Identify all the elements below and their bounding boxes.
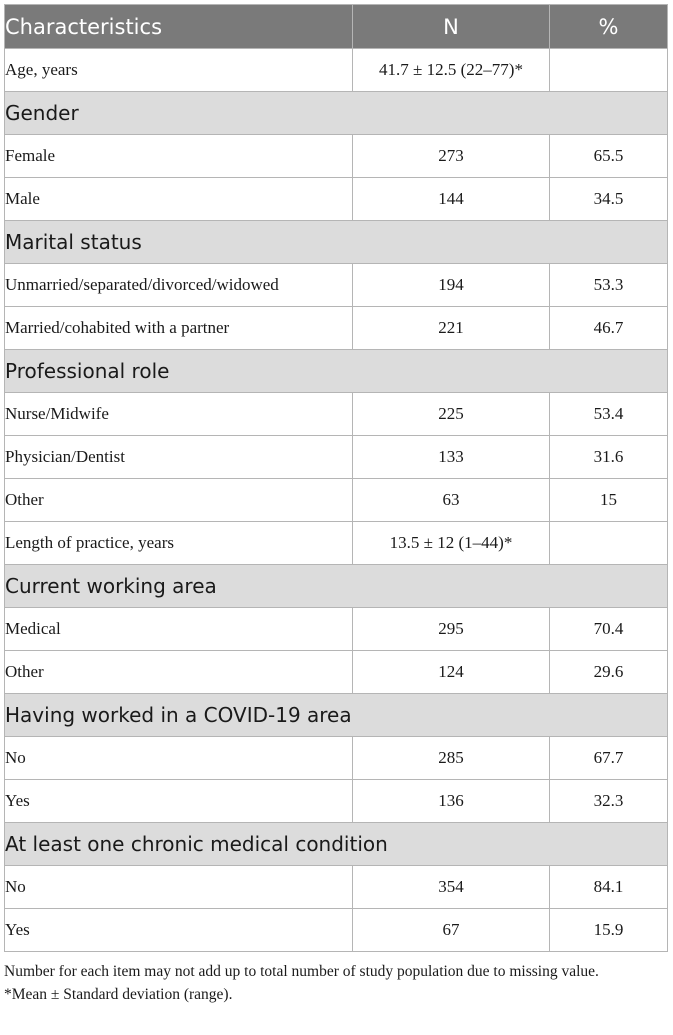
row-percent-value: 46.7 (550, 307, 668, 350)
table-row (5, 909, 668, 952)
table-row (5, 479, 668, 522)
row-percent-value: 15 (550, 479, 668, 522)
row-percent-value: 65.5 (550, 135, 668, 178)
row-label: Married/cohabited with a partner (5, 307, 353, 350)
table-body (5, 49, 668, 952)
row-percent-value: 32.3 (550, 780, 668, 823)
row-percent-value: 53.4 (550, 393, 668, 436)
row-label: Female (5, 135, 353, 178)
row-label: No (5, 866, 353, 909)
row-n-value: 194 (353, 264, 550, 307)
header-characteristics: Characteristics (5, 5, 353, 49)
row-label: Other (5, 479, 353, 522)
row-percent-value: 70.4 (550, 608, 668, 651)
row-n-value: 225 (353, 393, 550, 436)
section-header-row (5, 221, 668, 264)
table-row (5, 436, 668, 479)
table-row (5, 307, 668, 350)
footnote-mean-sd: *Mean ± Standard deviation (range). (4, 986, 233, 1003)
table-row (5, 866, 668, 909)
table-header-row (5, 5, 668, 49)
row-n-value: 354 (353, 866, 550, 909)
row-percent-value: 53.3 (550, 264, 668, 307)
row-percent-value: 15.9 (550, 909, 668, 952)
section-header-row (5, 823, 668, 866)
row-n-value: 13.5 ± 12 (1–44)* (353, 522, 550, 565)
row-label: Physician/Dentist (5, 436, 353, 479)
table-row (5, 651, 668, 694)
row-percent-value (550, 49, 668, 92)
table-footnotes (4, 960, 667, 1006)
section-header-row (5, 92, 668, 135)
section-header-row (5, 350, 668, 393)
table-row (5, 522, 668, 565)
section-title: Having worked in a COVID-19 area (5, 694, 668, 737)
row-n-value: 124 (353, 651, 550, 694)
footnote-missing-value: Number for each item may not add up to total number of study population due to missing value. (4, 963, 599, 980)
row-n-value: 67 (353, 909, 550, 952)
table-row (5, 178, 668, 221)
section-header-row (5, 565, 668, 608)
characteristics-table (4, 4, 668, 952)
row-n-value: 136 (353, 780, 550, 823)
row-n-value: 221 (353, 307, 550, 350)
row-label: Medical (5, 608, 353, 651)
row-label: Yes (5, 909, 353, 952)
section-header-row (5, 694, 668, 737)
row-n-value: 133 (353, 436, 550, 479)
row-label: No (5, 737, 353, 780)
section-title: Professional role (5, 350, 668, 393)
section-title: Gender (5, 92, 668, 135)
header-n: N (353, 5, 550, 49)
row-n-value: 144 (353, 178, 550, 221)
row-label: Unmarried/separated/divorced/widowed (5, 264, 353, 307)
section-title: At least one chronic medical condition (5, 823, 668, 866)
row-percent-value: 34.5 (550, 178, 668, 221)
row-label: Length of practice, years (5, 522, 353, 565)
section-title: Marital status (5, 221, 668, 264)
table-row (5, 393, 668, 436)
row-n-value: 63 (353, 479, 550, 522)
row-percent-value: 31.6 (550, 436, 668, 479)
row-label: Yes (5, 780, 353, 823)
table-row (5, 608, 668, 651)
table-row (5, 264, 668, 307)
row-label: Nurse/Midwife (5, 393, 353, 436)
row-percent-value: 84.1 (550, 866, 668, 909)
row-percent-value: 67.7 (550, 737, 668, 780)
row-label: Male (5, 178, 353, 221)
row-percent-value (550, 522, 668, 565)
table-row (5, 780, 668, 823)
row-n-value: 41.7 ± 12.5 (22–77)* (353, 49, 550, 92)
row-label: Other (5, 651, 353, 694)
table-row (5, 49, 668, 92)
row-percent-value: 29.6 (550, 651, 668, 694)
section-title: Current working area (5, 565, 668, 608)
header-percent: % (550, 5, 668, 49)
row-n-value: 273 (353, 135, 550, 178)
row-n-value: 295 (353, 608, 550, 651)
row-n-value: 285 (353, 737, 550, 780)
table-row (5, 135, 668, 178)
row-label: Age, years (5, 49, 353, 92)
table-row (5, 737, 668, 780)
